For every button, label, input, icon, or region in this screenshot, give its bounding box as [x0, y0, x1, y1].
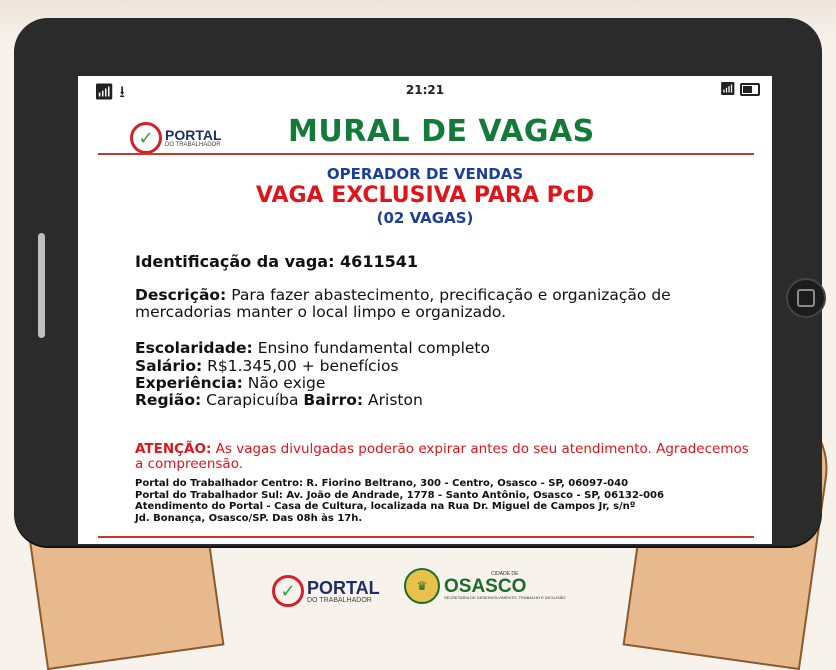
home-square-icon	[797, 289, 815, 307]
job-education	[135, 340, 490, 357]
status-right-icons	[719, 82, 760, 97]
address-line: Portal do Trabalhador Centro: R. Fiorino Beltrano, 300 - Centro, Osasco - SP, 06097-040	[135, 478, 629, 489]
osasco-logo	[404, 568, 566, 604]
job-experience	[135, 375, 325, 392]
battery-icon	[740, 83, 760, 96]
district-value: Ariston	[368, 391, 423, 409]
notice-label: ATENÇÃO:	[135, 441, 212, 457]
region-label: Região:	[135, 391, 202, 409]
logo-name: PORTAL	[165, 127, 222, 143]
address-block	[135, 478, 755, 524]
address-line: Portal do Trabalhador Sul: Av. João de Andrade, 1778 - Santo Antônio, Osasco - SP, 06132-006	[135, 489, 664, 501]
signal-icon: 📶︎	[719, 82, 736, 97]
job-id-label: Identificação da vaga:	[135, 252, 335, 271]
edu-label: Escolaridade:	[135, 339, 253, 357]
edu-value: Ensino fundamental completo	[257, 339, 490, 357]
job-description	[135, 287, 735, 321]
city-seal-icon: ♛	[404, 568, 440, 604]
job-region	[135, 392, 423, 409]
status-bar	[78, 76, 772, 106]
desc-label: Descrição:	[135, 286, 227, 304]
desc-value: Para fazer abastecimento, precificação e organização de mercadorias manter o local limpo e organizado.	[135, 286, 671, 321]
city-sub: SECRETARIA DE DESENVOLVIMENTO, TRABALHO E INCLUSÃO	[444, 595, 566, 600]
job-exclusive: VAGA EXCLUSIVA PARA PcD	[255, 183, 595, 208]
salary-label: Salário:	[135, 357, 203, 375]
tablet-frame	[14, 18, 822, 546]
footer-portal-logo	[272, 575, 380, 607]
city-name: OSASCO	[444, 576, 527, 597]
status-time: 21:21	[405, 83, 445, 97]
side-button[interactable]	[38, 233, 45, 338]
tablet-screen	[78, 76, 772, 544]
district-label: Bairro:	[303, 391, 364, 409]
portal-logo	[130, 122, 222, 154]
job-id-line	[135, 253, 418, 270]
job-id-value: 4611541	[340, 252, 418, 271]
region-value: Carapicuíba	[206, 391, 299, 409]
footer-logo-sub: DO TRABALHADOR	[307, 596, 372, 604]
address-line: Jd. Bonança, Osasco/SP. Das 08h às 17h.	[135, 512, 363, 524]
address-line: Atendimento do Portal - Casa de Cultura, localizada na Rua Dr. Miguel de Campos Jr, s/nº	[135, 501, 636, 512]
city-label: CIDADE DE	[491, 571, 519, 577]
exp-value: Não exige	[247, 374, 326, 392]
job-salary	[135, 358, 399, 375]
page-title: MURAL DE VAGAS	[288, 114, 595, 149]
divider-bottom	[98, 536, 754, 538]
attention-notice	[135, 442, 755, 472]
home-button[interactable]	[786, 278, 826, 318]
wifi-icon: 📶︎	[94, 82, 115, 101]
job-count: (02 VAGAS)	[376, 209, 474, 227]
divider-top	[98, 153, 754, 155]
download-icon: ⭳	[119, 82, 126, 101]
salary-value: R$1.345,00 + benefícios	[207, 357, 399, 375]
footer-logo-name: PORTAL	[307, 577, 380, 598]
exp-label: Experiência:	[135, 374, 243, 392]
notice-text: As vagas divulgadas poderão expirar antes do seu atendimento. Agradecemos a compreensão.	[135, 441, 749, 472]
check-icon: ✓	[130, 122, 162, 154]
check-icon: ✓	[272, 575, 304, 607]
job-role: OPERADOR DE VENDAS	[326, 165, 524, 183]
logo-sub: DO TRABALHADOR	[165, 142, 221, 148]
